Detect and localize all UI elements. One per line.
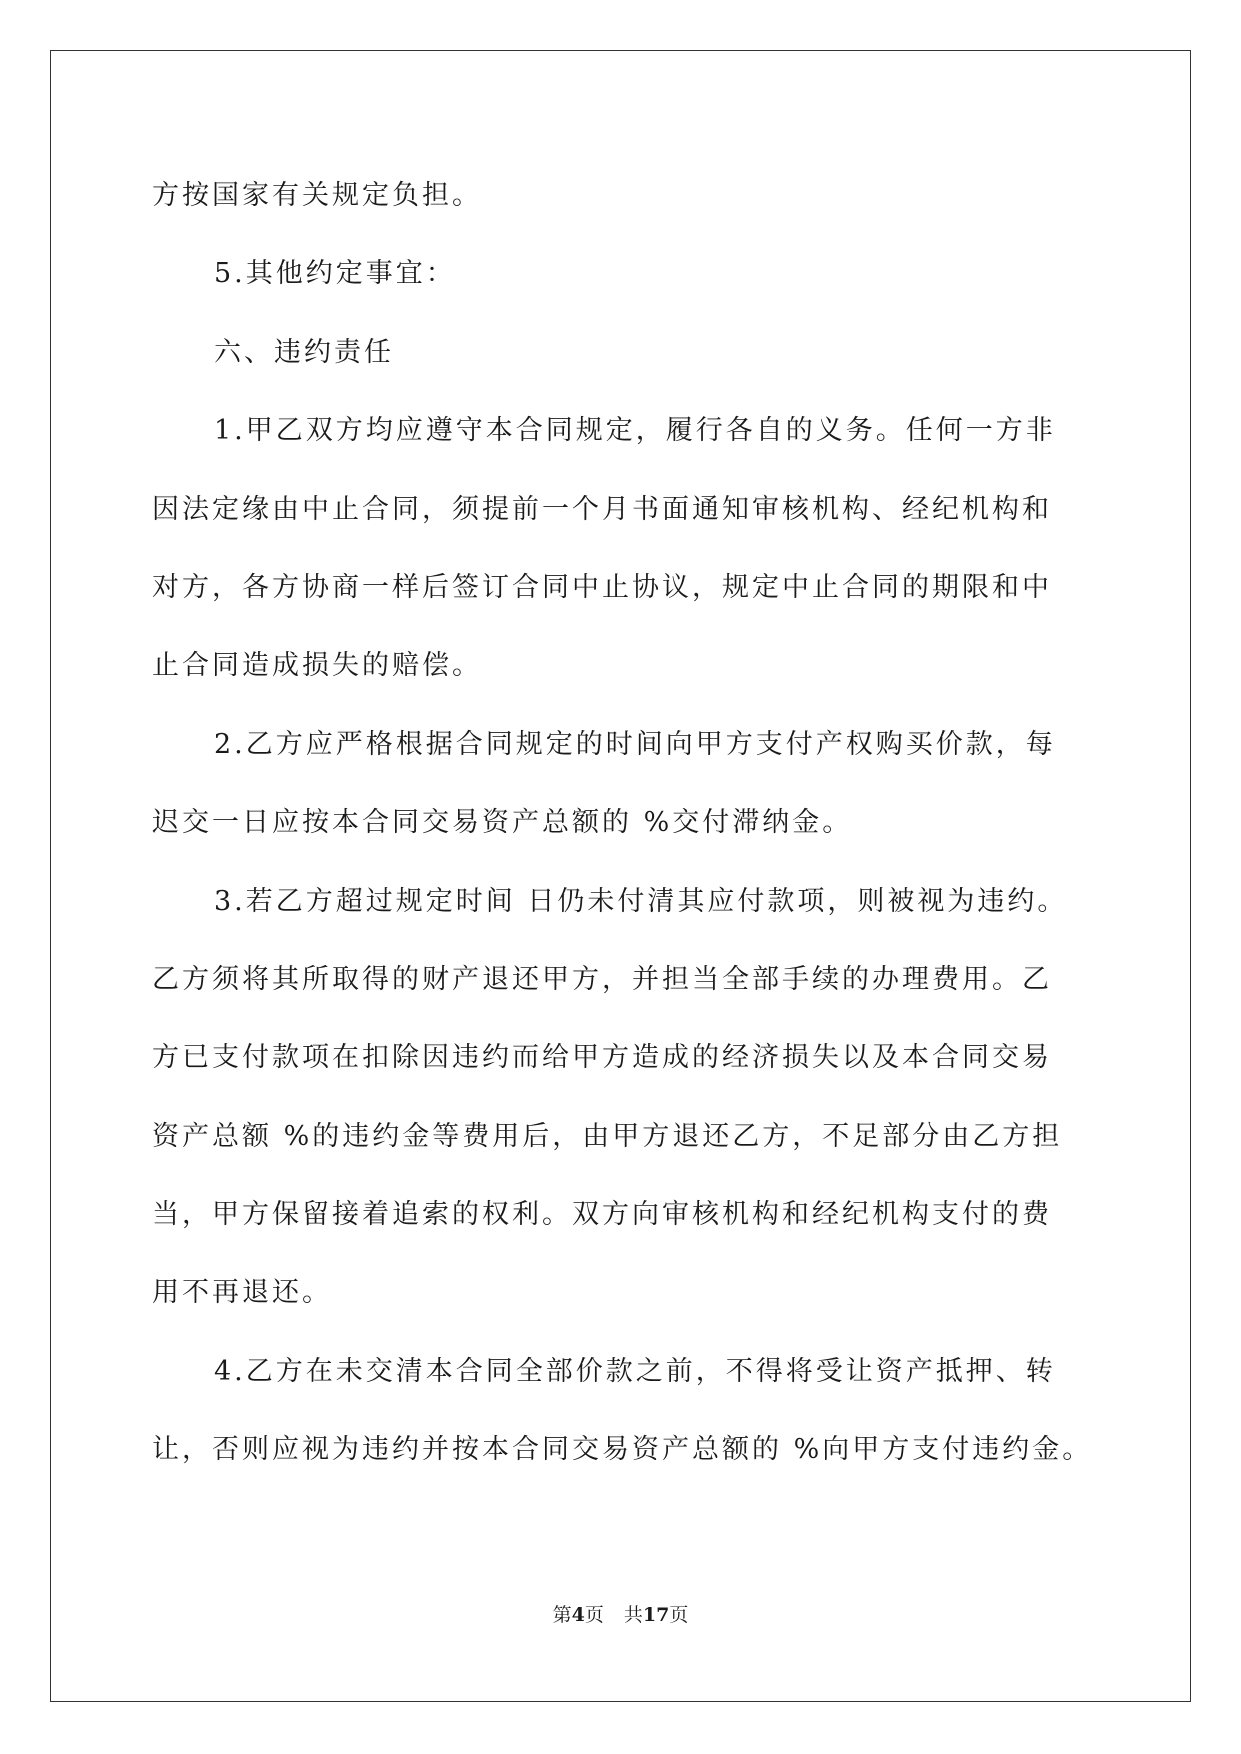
footer-page-prefix: 第 xyxy=(552,1604,572,1626)
text-line: 乙方须将其所取得的财产退还甲方，并担当全部手续的办理费用。乙 xyxy=(152,963,1052,995)
footer-total-pages: 17 xyxy=(642,1604,670,1626)
page-footer xyxy=(0,1603,1241,1627)
section-heading: 六、违约责任 xyxy=(214,336,394,368)
text-line: 迟交一日应按本合同交易资产总额的 %交付滞纳金。 xyxy=(152,807,853,839)
text-line: 因法定缘由中止合同，须提前一个月书面通知审核机构、经纪机构和 xyxy=(152,493,1052,525)
footer-total-suffix: 页 xyxy=(669,1604,689,1626)
text-line: 方已支付款项在扣除因违约而给甲方造成的经济损失以及本合同交易 xyxy=(152,1042,1052,1074)
text-line: 1.甲乙双方均应遵守本合同规定，履行各自的义务。任何一方非 xyxy=(214,415,1056,447)
text-line: 用不再退还。 xyxy=(152,1277,332,1309)
text-line: 让，否则应视为违约并按本合同交易资产总额的 %向甲方支付违约金。 xyxy=(152,1434,1093,1466)
document-body xyxy=(152,157,1092,1490)
text-line: 当，甲方保留接着追索的权利。双方向审核机构和经纪机构支付的费 xyxy=(152,1199,1052,1231)
footer-page-number: 4 xyxy=(571,1604,585,1626)
text-line: 3.若乙方超过规定时间 日仍未付清其应付款项，则被视为违约。 xyxy=(214,885,1068,917)
text-line: 资产总额 %的违约金等费用后，由甲方退还乙方，不足部分由乙方担 xyxy=(152,1120,1063,1152)
footer-total-prefix: 共 xyxy=(623,1604,643,1626)
text-line: 对方，各方协商一样后签订合同中止协议，规定中止合同的期限和中 xyxy=(152,571,1052,603)
text-line: 止合同造成损失的赔偿。 xyxy=(152,650,482,682)
text-line: 4.乙方在未交清本合同全部价款之前，不得将受让资产抵押、转 xyxy=(214,1355,1056,1387)
text-line: 5.其他约定事宜： xyxy=(214,258,456,290)
footer-page-suffix: 页 xyxy=(584,1604,604,1626)
text-line: 2.乙方应严格根据合同规定的时间向甲方支付产权购买价款，每 xyxy=(214,728,1056,760)
text-line: 方按国家有关规定负担。 xyxy=(152,180,482,211)
